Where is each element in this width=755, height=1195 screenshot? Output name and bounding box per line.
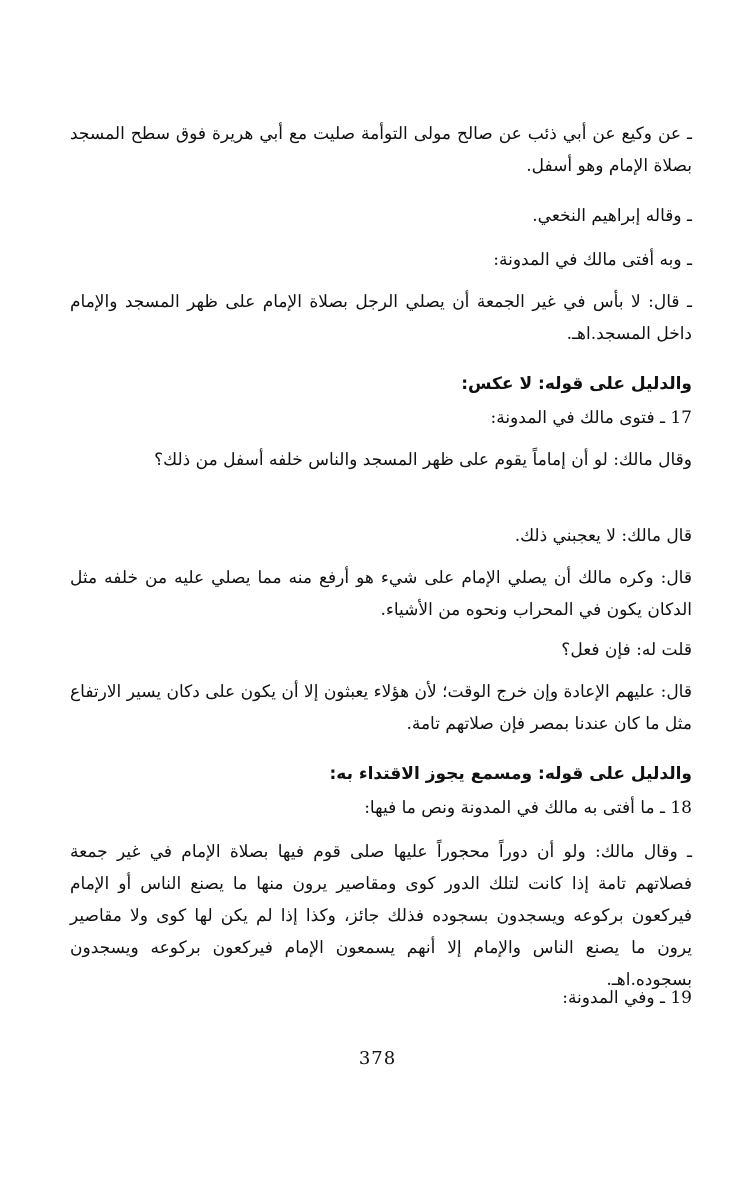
paragraph-abu-hurayrah-narration: ـ عن وكيع عن أبي ذئب عن صالح مولى التوأمة صليت مع أبي هريرة فوق سطح المسجد بصلاة الإمام وهو أسفل. bbox=[70, 124, 692, 176]
paragraph-imam-on-roof-question: وقال مالك: لو أن إماماً يقوم على ظهر المسجد والناس خلفه أسفل من ذلك؟ bbox=[154, 450, 692, 470]
paragraph-repeat-prayer: قال: عليهم الإعادة وإن خرج الوقت؛ لأن هؤلاء يعبثون إلا أن يكون على دكان يسير الارتفاع مثل ما كان عندنا بمصر فإن صلاتهم تامة. bbox=[70, 682, 692, 734]
paragraph-if-done-question: قلت له: فإن فعل؟ bbox=[561, 640, 692, 660]
paragraph-item-19: 19 ـ وفي المدونة: bbox=[562, 988, 692, 1008]
paragraph-nakhai: ـ وقاله إبراهيم النخعي. bbox=[532, 206, 692, 226]
heading-audible-following: والدليل على قوله: ومسمع يجوز الاقتداء به: bbox=[329, 764, 692, 784]
page-number: 378 bbox=[358, 1048, 397, 1069]
paragraph-imam-elevated: قال: وكره مالك أن يصلي الإمام على شيء هو أرفع منه مما يصلي عليه من خلفه مثل الدكان يكون في المحراب ونحوه من الأشياء. bbox=[70, 568, 692, 620]
paragraph-item-18: 18 ـ ما أفتى به مالك في المدونة ونص ما فيها: bbox=[364, 798, 692, 818]
paragraph-malik-saying-roof: ـ قال: لا بأس في غير الجمعة أن يصلي الرجل بصلاة الإمام على ظهر المسجد والإمام داخل المسجد.اهـ. bbox=[70, 292, 692, 344]
paragraph-item-17: 17 ـ فتوى مالك في المدونة: bbox=[490, 408, 692, 428]
paragraph-enclosed-houses: ـ وقال مالك: ولو أن دوراً محجوراً عليها صلى قوم فيها بصلاة الإمام في غير جمعة فصلاتهم تامة إذا كانت لتلك الدور كوى ومقاصير يرون منها ما يصنع الناس أو الإمام فيركعون بركوعه ويسجدون بسجوده فذلك جائز، وكذا إذا لم يكن لها كوى ولا مقاصير يرون ما يصنع الناس والإمام إلا أنهم يسمعون الإمام فيركعون بركوعه ويسجدون بسجوده.اهـ. bbox=[70, 842, 692, 990]
paragraph-malik-fatwa-intro: ـ وبه أفتى مالك في المدونة: bbox=[493, 250, 692, 270]
paragraph-malik-disliked: قال مالك: لا يعجبني ذلك. bbox=[514, 526, 692, 546]
heading-no-reverse: والدليل على قوله: لا عكس: bbox=[461, 374, 692, 394]
